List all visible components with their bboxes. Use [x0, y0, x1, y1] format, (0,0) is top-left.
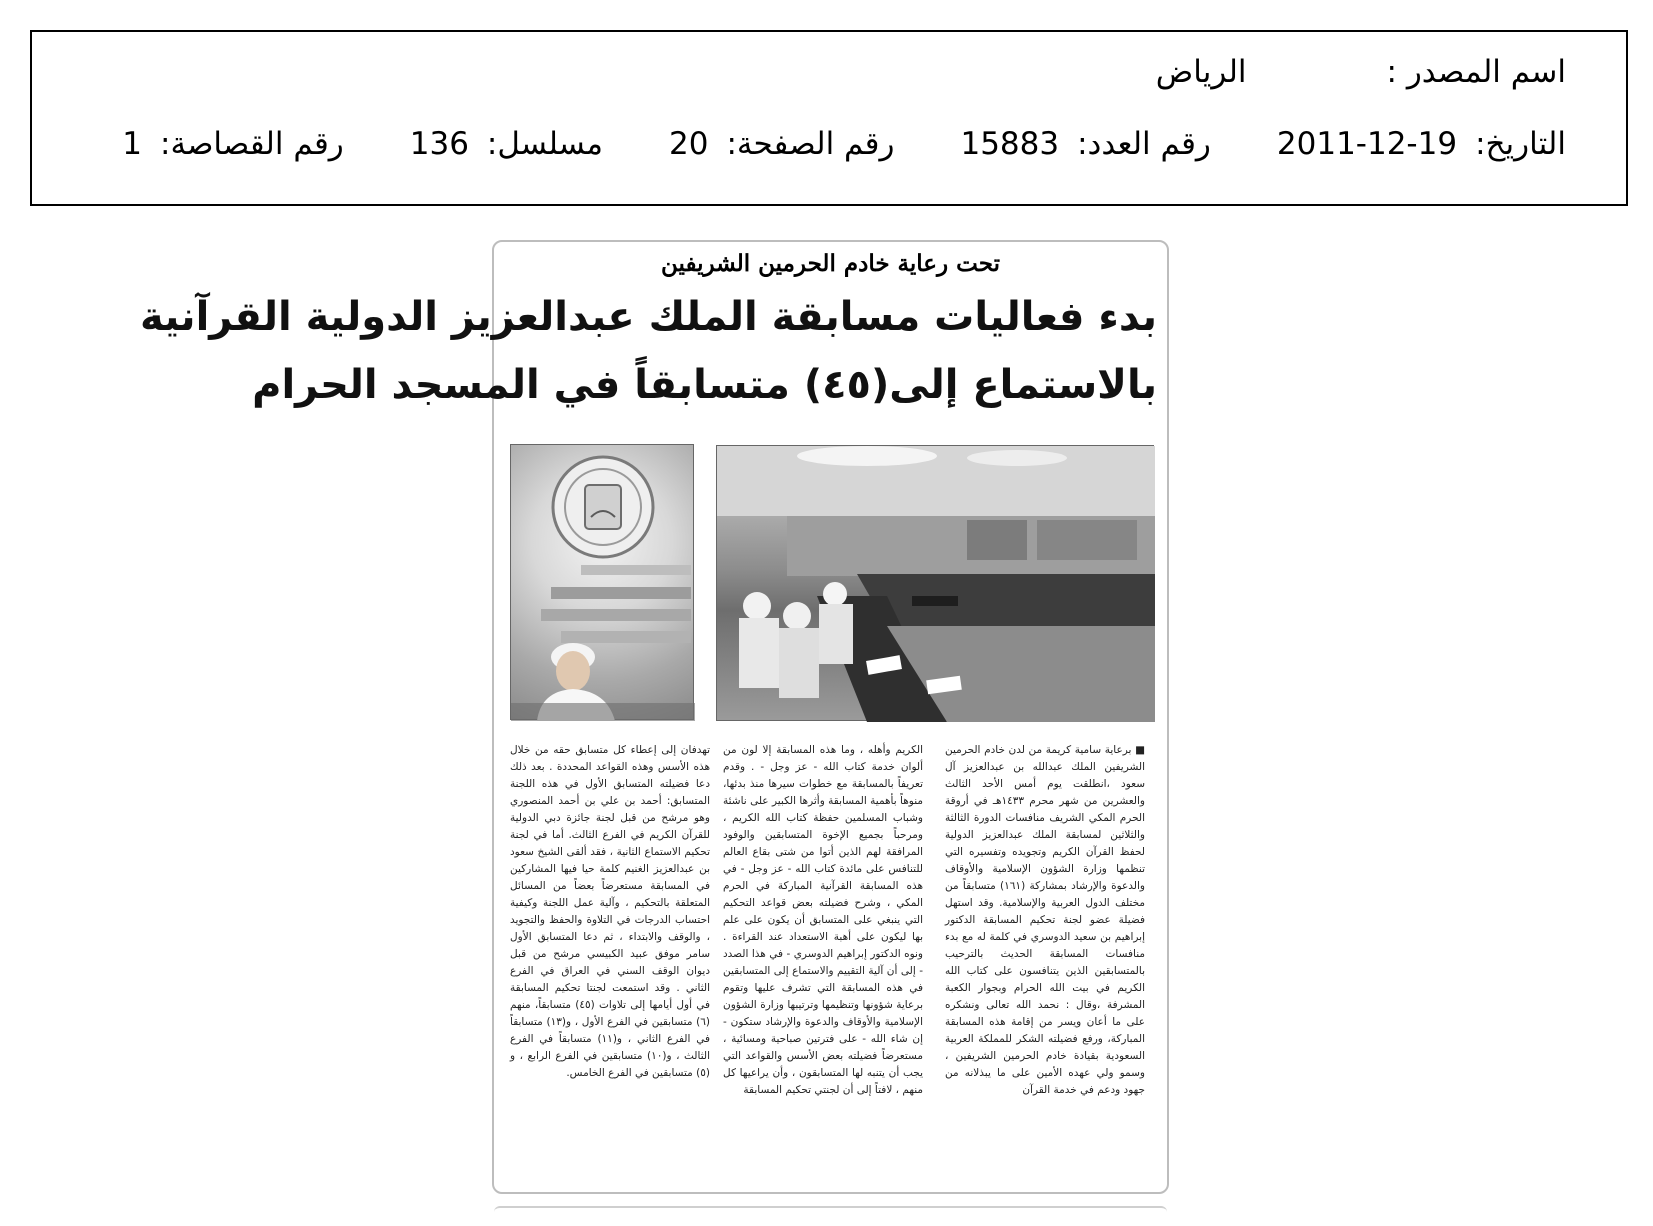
headline-line-1: بدء فعاليات مسابقة الملك عبدالعزيز الدولية القرآنية [139, 294, 1157, 340]
article-column-1 [945, 742, 1145, 1182]
date-label: التاريخ: [1475, 126, 1566, 162]
clip-number-label: رقم القصاصة: [160, 126, 344, 162]
headline-line-2: بالاستماع إلى(٤٥) متسابقاً في المسجد الحرام [252, 362, 1157, 408]
meeting-hall-photo [716, 445, 1154, 721]
article-column-1-text: ■ برعاية سامية كريمة من لدن خادم الحرمين الشريفين الملك عبدالله بن عبدالعزيز آل سعود ،انطلقت يوم أمس الأحد الثالث والعشرين من شهر محرم ١٤٣٣هـ في أروقة الحرم المكي الشريف منافسات الدورة الثالثة والثلاثين لمسابقة الملك عبدالعزيز الدولية لحفظ القرآن الكريم وتجويده وتفسيره التي تنظمها وزارة الشؤون الإسلامية والأوقاف والدعوة والإرشاد بمشاركة (١٦١) متسابقاً من مختلف الدول العربية والإسلامية. وقد استهل فضيلة عضو لجنة تحكيم المسابقة الدكتور إبراهيم بن سعيد الدوسري في كلمة له مع بدء منافسات المسابقة الحديث بالترحيب بالمتسابقين الذين يتنافسون على كتاب الله الكريم في بيت الله الحرام وبجوار الكعبة المشرفة ،وقال : نحمد الله تعالى ونشكره على ما أعان ويسر من إقامة هذه المسابقة المباركة، ورفع فضيلته الشكر للمملكة العربية السعودية بقيادة خادم الحرمين الشريفين ، وسمو ولي عهده الأمين على ما يبذلانه من جهود ودعم في خدمة القرآن [945, 744, 1145, 1096]
article-kicker: تحت رعاية خادم الحرمين الشريفين [661, 250, 1000, 277]
source-label: اسم المصدر : [1386, 54, 1566, 90]
issue-value: 15883 [960, 126, 1060, 162]
page-label: رقم الصفحة: [726, 126, 895, 162]
date-value: 2011-12-19 [1276, 126, 1458, 162]
newspaper-clipping [139, 240, 1169, 1194]
next-clipping-edge [494, 1206, 1167, 1216]
meeting-hall-photo-illustration [717, 446, 1155, 722]
article-column-2-text: الكريم وأهله ، وما هذه المسابقة إلا لون من ألوان خدمة كتاب الله - عز وجل - . وقدم تعريفاً بالمسابقة مع خطوات سيرها منذ بدئها، منوهاً بأهمية المسابقة وأثرها الكبير على ناشئة وشباب المسلمين حفظة كتاب الله الكريم ، ومرحباً بجميع الإخوة المتسابقين والوفود المرافقة لهم الذين أتوا من شتى بقاع العالم للتنافس على مائدة كتاب الله - عز وجل - في هذه المسابقة القرآنية المباركة في الحرم المكي ، وشرح فضيلته بعض قواعد التحكيم التي ينبغي على المتسابق أن يكون على علم بها ليكون على أهبة الاستعداد عند القراءة . ونوه الدكتور إبراهيم الدوسري - في هذا الصدد - إلى أن آلية التقييم والاستماع إلى المتسابقين في هذه المسابقة التي تشرف عليها وتقوم برعاية شؤونها وتنظيمها وترتيبها وزارة الشؤون الإسلامية والأوقاف والدعوة والإرشاد ستكون - إن شاء الله - على فترتين صباحية ومسائية ، مستعرضاً فضيلته بعض الأسس والقواعد التي يجب أن يتنبه لها المتسابقون ، وأن يراعيها كل منهم ، لافتاً إلى أن لجنتي تحكيم المسابقة [723, 744, 923, 1096]
issue-label: رقم العدد: [1077, 126, 1211, 162]
page-value: 20 [669, 126, 709, 162]
article-column-2 [723, 742, 923, 1182]
serial-value: 136 [409, 126, 469, 162]
portrait-photo [510, 444, 694, 720]
clip-number-value: 1 [122, 126, 143, 162]
source-row [1156, 52, 1566, 92]
serial-label: مسلسل: [486, 126, 604, 162]
article-column-3-text: تهدفان إلى إعطاء كل متسابق حقه من خلال هذه الأسس وهذه القواعد المحددة . بعد ذلك دعا فضيلته المتسابق الأول في هذه اللجنة المتسابق: أحمد بن علي بن أحمد المنصوري وهو مرشح من قبل لجنة جائزة دبي الدولية للقرآن الكريم في الفرع الثالث. أما في لجنة تحكيم الاستماع الثانية ، فقد ألقى الشيخ سعود بن عبدالعزيز الغنيم كلمة حيا فيها المشاركين في المسابقة مستعرضاً بعضاً من المسائل المتعلقة بالتحكيم ، وآلية عمل اللجنة وكيفية احتساب الدرجات في التلاوة والحفظ والتجويد ، والوقف والابتداء ، ثم دعا المتسابق الأول سامر موفق عبيد الكبيسي مرشح من قبل ديوان الوقف السني في العراق في الفرع الثاني . وقد استمعت لجنتا تحكيم المسابقة في أول أيامها إلى تلاوات (٤٥) متسابقاً، منهم (٦) متسابقين في الفرع الأول ، و(١٣) متسابقاً في الفرع الثاني ، و(١١) متسابقاً في الفرع الثالث ، و(١٠) متسابقين في الفرع الرابع ، و (٥) متسابقين في الفرع الخامس. [510, 744, 710, 1079]
details-row [122, 124, 1566, 164]
portrait-photo-illustration [511, 445, 695, 721]
article-column-3 [510, 742, 710, 1182]
clipping-metadata-box [30, 30, 1628, 206]
source-value: الرياض [1155, 54, 1247, 90]
